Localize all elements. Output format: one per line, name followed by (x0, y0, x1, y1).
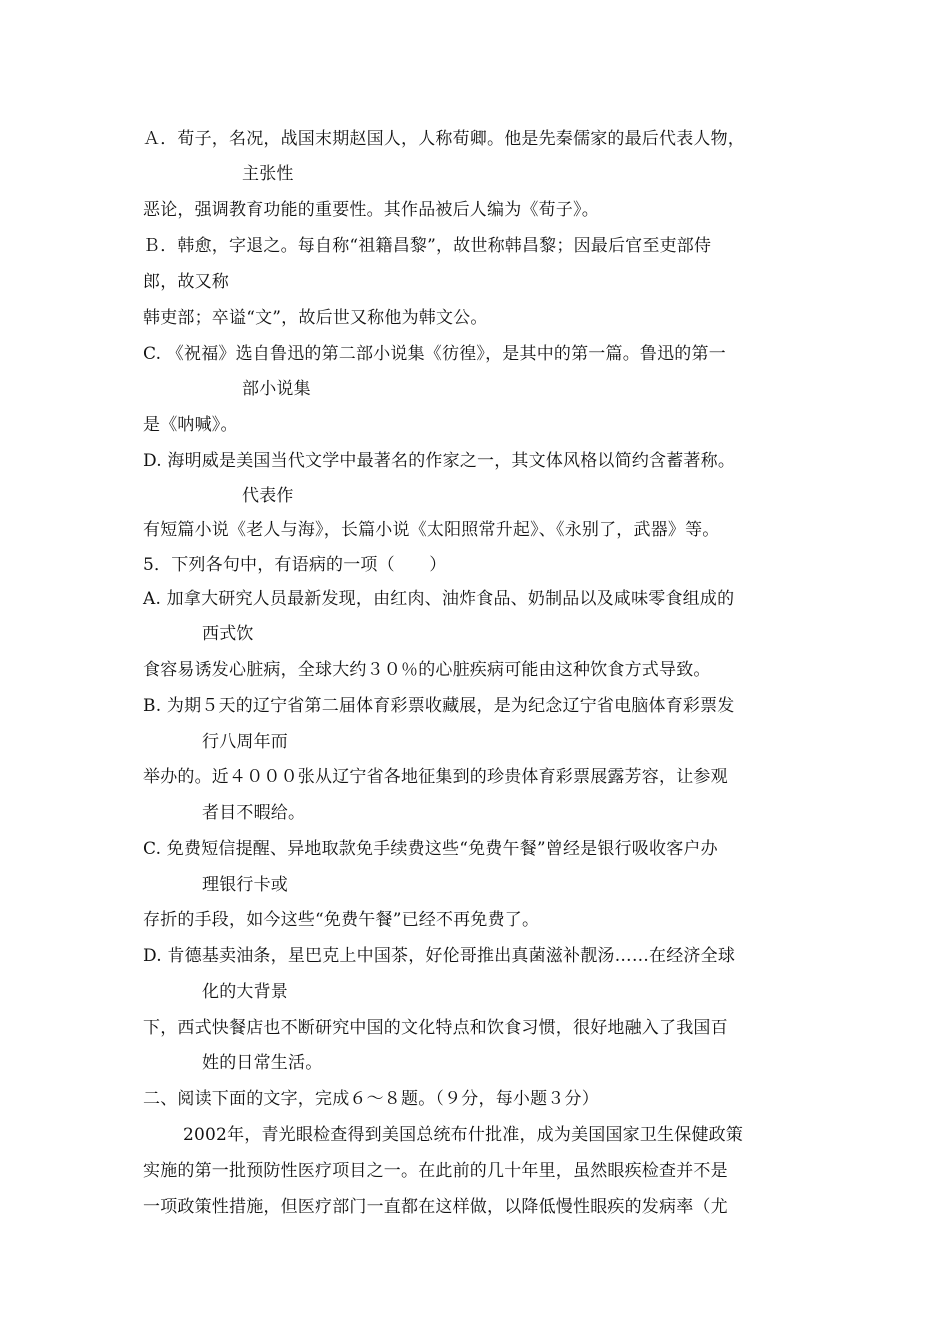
option-c-line-2: 部小说集 (242, 379, 311, 399)
option-b-line-1: Ｂ．韩愈，字退之。每自称“祖籍昌黎”，故世称韩昌黎；因最后官至吏部侍 (143, 236, 712, 256)
option-d-line-1: D. 海明威是美国当代文学中最著名的作家之一，其文体风格以简约含蓄著称。 (143, 451, 736, 471)
q5-option-b-line-4: 者目不暇给。 (202, 803, 306, 823)
section-2-heading: 二、阅读下面的文字，完成６～８题。（９分，每小题３分） (143, 1089, 599, 1109)
q5-option-c-line-1: C. 免费短信提醒、异地取款免手续费这些“免费午餐”曾经是银行吸收客户办 (143, 839, 718, 859)
question-5-stem: 5．下列各句中，有语病的一项（ ） (143, 555, 447, 575)
option-c-line-3: 是《呐喊》。 (143, 415, 238, 435)
passage-line-3: 一项政策性措施，但医疗部门一直都在这样做，以降低慢性眼疾的发病率（尤 (143, 1197, 728, 1217)
q5-option-b-line-1: B. 为期５天的辽宁省第二届体育彩票收藏展，是为纪念辽宁省电脑体育彩票发 (143, 696, 735, 716)
q5-option-d-line-3: 下，西式快餐店也不断研究中国的文化特点和饮食习惯，很好地融入了我国百 (143, 1018, 728, 1038)
q5-option-d-line-4: 姓的日常生活。 (202, 1053, 323, 1073)
q5-option-c-line-3: 存折的手段，如今这些“免费午餐”已经不再免费了。 (143, 910, 540, 930)
option-d-line-2: 代表作 (242, 486, 294, 506)
option-a-line-1: Ａ．荀子，名况，战国末期赵国人，人称荀卿。他是先秦儒家的最后代表人物， (143, 129, 745, 149)
option-d-line-3: 有短篇小说《老人与海》，长篇小说《太阳照常升起》、《永别了，武器》等。 (143, 520, 720, 540)
option-b-line-2: 郎，故又称 (143, 272, 229, 292)
option-a-line-3: 恶论，强调教育功能的重要性。其作品被后人编为《荀子》。 (143, 200, 599, 220)
q5-option-d-line-1: D. 肯德基卖油条，星巴克上中国茶，好伦哥推出真菌滋补靓汤……在经济全球 (143, 946, 736, 966)
q5-option-a-line-3: 食容易诱发心脏病，全球大约３０％的心脏疾病可能由这种饮食方式导致。 (143, 660, 711, 680)
passage-line-1: 2002年，青光眼检查得到美国总统布什批准，成为美国国家卫生保健政策 (183, 1125, 744, 1145)
q5-option-a-line-2: 西式饮 (202, 624, 254, 644)
option-c-line-1: C. 《祝福》选自鲁迅的第二部小说集《彷徨》，是其中的第一篇。鲁迅的第一 (143, 344, 726, 364)
q5-option-c-line-2: 理银行卡或 (202, 875, 288, 895)
option-b-line-3: 韩吏部；卒谥“文”，故后世又称他为韩文公。 (143, 308, 488, 328)
option-a-line-2: 主张性 (242, 164, 294, 184)
q5-option-a-line-1: A. 加拿大研究人员最新发现，由红肉、油炸食品、奶制品以及咸味零食组成的 (143, 589, 735, 609)
q5-option-d-line-2: 化的大背景 (202, 982, 288, 1002)
passage-line-2: 实施的第一批预防性医疗项目之一。在此前的几十年里，虽然眼疾检查并不是 (143, 1161, 728, 1181)
q5-option-b-line-2: 行八周年而 (202, 732, 288, 752)
q5-option-b-line-3: 举办的。近４０００张从辽宁省各地征集到的珍贵体育彩票展露芳容，让参观 (143, 767, 728, 787)
